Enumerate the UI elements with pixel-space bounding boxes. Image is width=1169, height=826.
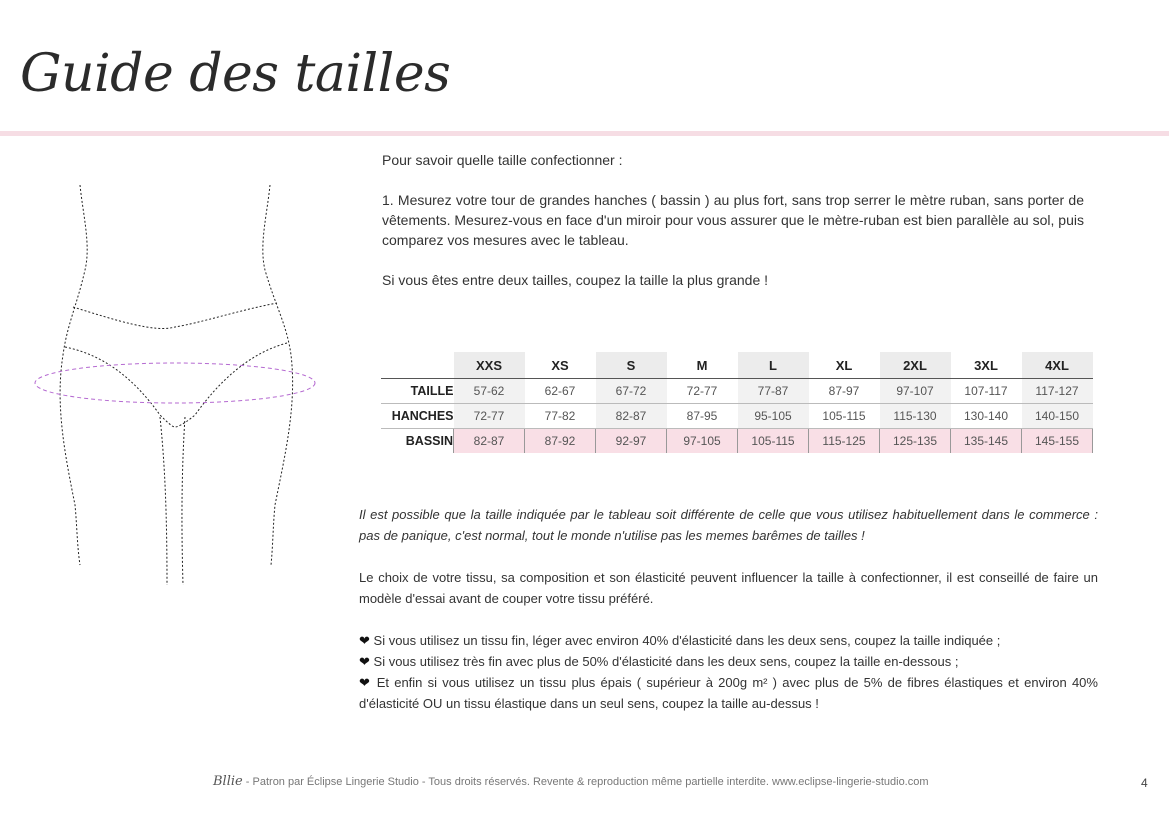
intro-lead: Pour savoir quelle taille confectionner : <box>382 152 623 168</box>
left-body-outline <box>60 185 87 565</box>
size-header: 3XL <box>974 357 998 373</box>
body-measurement-illustration <box>25 175 325 595</box>
heart-icon: ❤ <box>359 654 370 669</box>
size-header: XS <box>551 357 569 373</box>
table-cell: 72-77 <box>667 379 738 404</box>
table-row <box>381 404 1093 429</box>
table-cell: 107-117 <box>951 379 1022 404</box>
table-cell: 87-97 <box>809 379 880 404</box>
heart-icon: ❤ <box>359 675 372 690</box>
size-header: S <box>596 352 667 379</box>
notes-section <box>359 504 1098 714</box>
row-label-bassin: BASSIN <box>405 434 453 448</box>
table-row <box>381 379 1093 404</box>
table-cell: 97-105 <box>667 429 738 454</box>
size-header: L <box>738 352 809 379</box>
size-disclaimer: Il est possible que la taille indiquée par le tableau soit différente de celle que vous utilisez habituellement dans le commerce : pas de panique, c'est normal, tout le monde n'utilise pas les memes barêmes de tailles ! <box>359 507 1098 543</box>
table-cell: 97-107 <box>880 379 951 404</box>
table-cell: 82-87 <box>454 429 525 454</box>
table-cell: 57-62 <box>454 379 525 404</box>
table-cell: 92-97 <box>596 429 667 454</box>
table-cell: 140-150 <box>1022 404 1093 429</box>
leg-line-left <box>65 347 175 427</box>
table-cell: 72-77 <box>454 404 525 429</box>
table-corner <box>381 352 454 379</box>
size-table <box>381 352 1093 453</box>
table-cell: 115-130 <box>880 404 951 429</box>
title-divider <box>0 131 1169 136</box>
table-cell: 87-95 <box>667 404 738 429</box>
inner-thigh-right <box>182 417 185 585</box>
table-cell: 77-87 <box>738 379 809 404</box>
table-cell: 105-115 <box>738 429 809 454</box>
bullet-text: Et enfin si vous utilisez un tissu plus épais ( supérieur à 200g m² ) avec plus de 5% de fibres élastiques et environ 40% d'élasticité OU un tissu élastique dans un seul sens, coupez la taille au-dessus ! <box>359 675 1098 711</box>
size-header: XL <box>835 357 853 373</box>
size-header: 4XL <box>1022 352 1093 379</box>
list-item <box>359 630 1098 651</box>
heart-icon: ❤ <box>359 633 370 648</box>
table-cell: 117-127 <box>1022 379 1093 404</box>
inner-thigh-left <box>160 417 167 585</box>
row-label-hanches: HANCHES <box>381 404 454 429</box>
table-cell: 115-125 <box>809 429 880 454</box>
fabric-advice: Le choix de votre tissu, sa composition et son élasticité peuvent influencer la taille à confectionner, il est conseillé de faire un modèle d'essai avant de couper votre tissu préféré. <box>359 570 1098 606</box>
table-cell: 130-140 <box>951 404 1022 429</box>
page-title: Guide des tailles <box>20 44 451 104</box>
size-header: 2XL <box>880 352 951 379</box>
size-header: XXS <box>454 352 525 379</box>
size-header: M <box>696 357 708 373</box>
table-cell: 87-92 <box>525 429 596 454</box>
table-cell: 145-155 <box>1022 429 1093 454</box>
intro-section <box>382 150 1084 310</box>
right-body-outline <box>263 185 293 565</box>
leg-line-right <box>175 343 287 427</box>
table-cell: 105-115 <box>809 404 880 429</box>
intro-tip: Si vous êtes entre deux tailles, coupez la taille la plus grande ! <box>382 272 769 288</box>
waistband-line <box>73 303 277 329</box>
list-item <box>359 672 1098 714</box>
row-label-taille: TAILLE <box>381 379 454 404</box>
table-cell: 125-135 <box>880 429 951 454</box>
page-number: 4 <box>1141 776 1148 790</box>
footer <box>213 774 929 789</box>
table-cell: 62-67 <box>525 379 596 404</box>
size-header-row <box>381 352 1093 379</box>
table-cell: 67-72 <box>596 379 667 404</box>
table-row <box>381 429 1093 454</box>
bullet-text: Si vous utilisez très fin avec plus de 50% d'élasticité dans les deux sens, coupez la taille en-dessous ; <box>373 654 959 669</box>
table-cell: 77-82 <box>525 404 596 429</box>
intro-step-1: 1. Mesurez votre tour de grandes hanches ( bassin ) au plus fort, sans trop serrer le mètre ruban, sans porter de vêtements. Mesurez-vous en face d'un miroir pour vous assurer que le mètre-ruban est bien parallèle au sol, puis comparez vos mesures avec le tableau. <box>382 192 1084 248</box>
footer-brand: Bllie <box>213 774 243 789</box>
list-item <box>359 651 1098 672</box>
table-cell: 82-87 <box>596 404 667 429</box>
bullet-text: Si vous utilisez un tissu fin, léger avec environ 40% d'élasticité dans les deux sens, coupez la taille indiquée ; <box>373 633 1001 648</box>
footer-text: - Patron par Éclipse Lingerie Studio - Tous droits réservés. Revente & reproduction même partielle interdite. www.eclipse-lingerie-studio.com <box>245 776 929 788</box>
table-cell: 135-145 <box>951 429 1022 454</box>
hip-measure-line <box>35 363 315 403</box>
table-cell: 95-105 <box>738 404 809 429</box>
